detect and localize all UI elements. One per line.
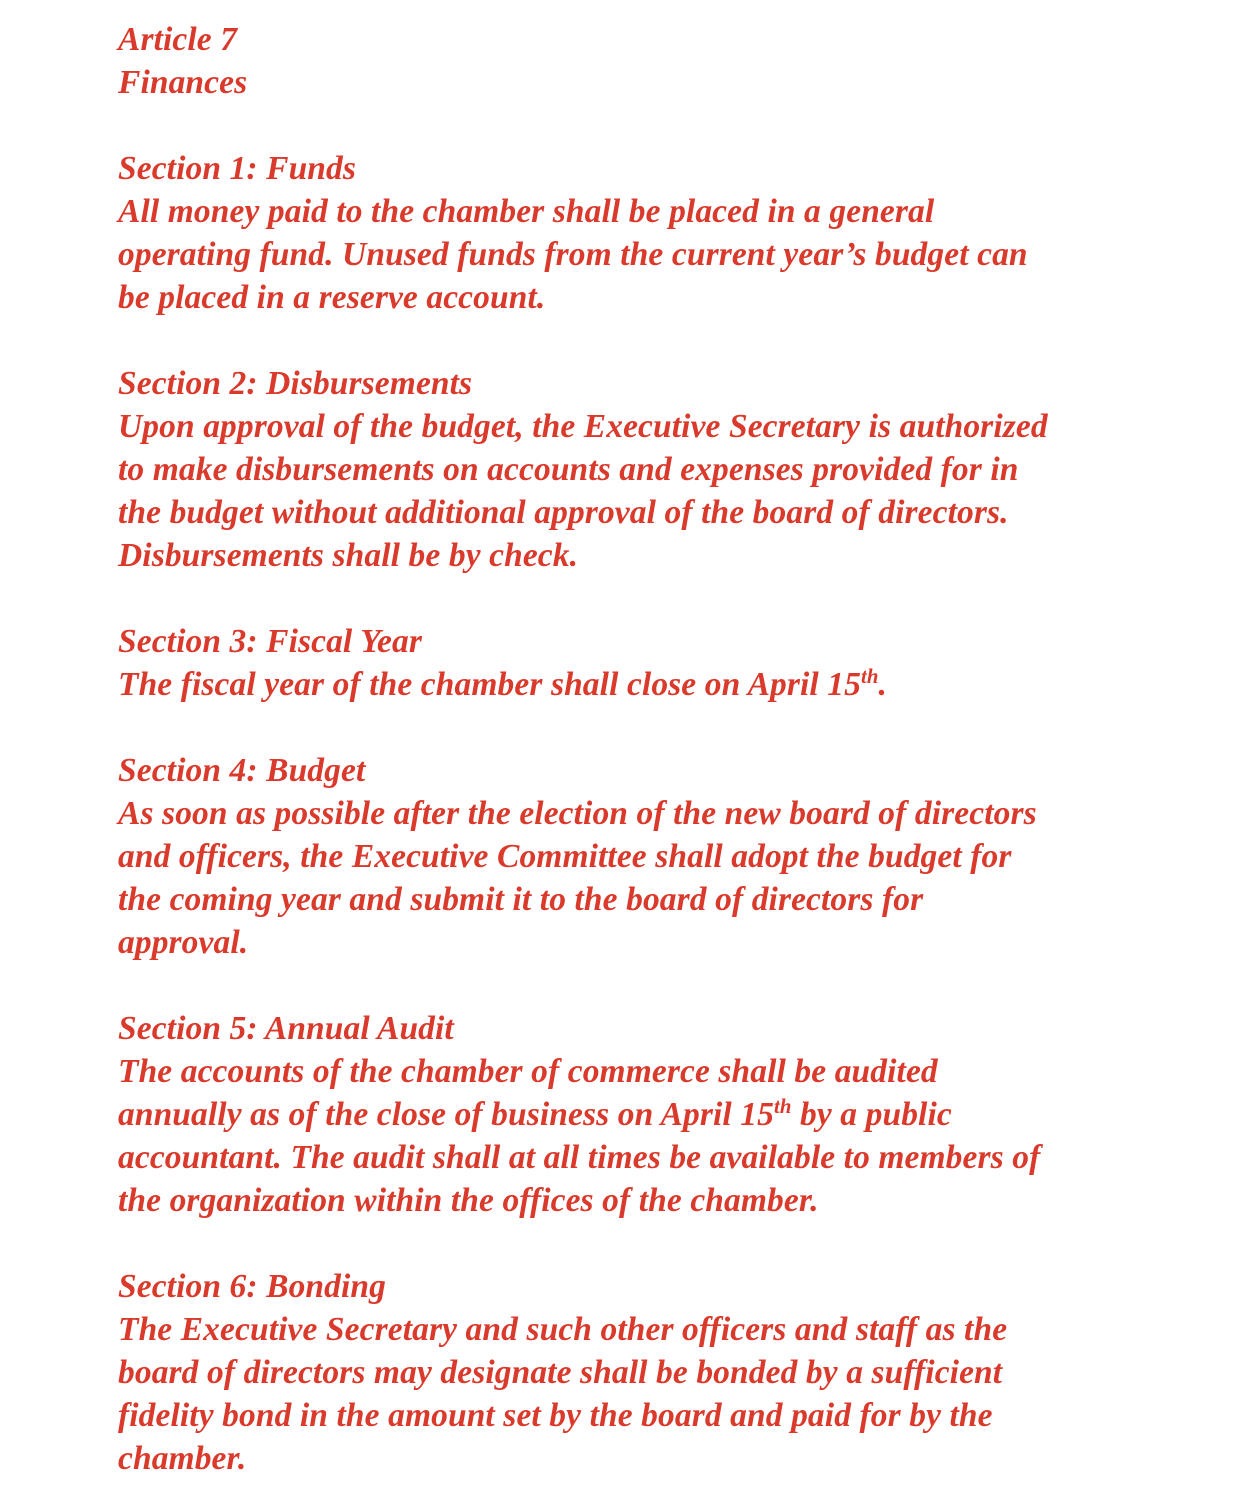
section-2-line-2: to make disbursements on accounts and expenses provided for in xyxy=(118,451,1019,488)
section-1-line-3: be placed in a reserve account. xyxy=(118,279,546,316)
section-5-line-3: accountant. The audit shall at all times be available to members of xyxy=(118,1139,1041,1176)
section-2-heading: Section 2: Disbursements xyxy=(118,365,473,402)
section-budget xyxy=(118,749,1132,964)
article-title: Finances xyxy=(118,64,248,101)
section-annual-audit xyxy=(118,1007,1132,1222)
article-heading-block xyxy=(118,18,1132,104)
section-1-line-2: operating fund. Unused funds from the current year’s budget can xyxy=(118,236,1028,273)
section-6-line-3: fidelity bond in the amount set by the board and paid for by the xyxy=(118,1397,993,1434)
blank-line-3 xyxy=(118,577,1132,620)
section-funds xyxy=(118,147,1132,319)
section-2-line-4: Disbursements shall be by check. xyxy=(118,537,579,574)
section-4-heading: Section 4: Budget xyxy=(118,752,366,789)
section-2-line-1: Upon approval of the budget, the Executive Secretary is authorized xyxy=(118,408,1048,445)
section-fiscal-year xyxy=(118,620,1132,706)
section-3-heading: Section 3: Fiscal Year xyxy=(118,623,423,660)
section-3-ordinal-suffix: th xyxy=(861,664,879,688)
section-5-ordinal-suffix: th xyxy=(773,1094,792,1118)
section-5-line-2 xyxy=(118,1093,1132,1136)
blank-line-1 xyxy=(118,104,1132,147)
blank-line-6 xyxy=(118,1222,1132,1265)
section-3-text-after: . xyxy=(878,666,888,703)
section-6-line-4: chamber. xyxy=(118,1440,247,1477)
section-6-line-2: board of directors may designate shall be bonded by a sufficient xyxy=(118,1354,1003,1391)
section-6-heading: Section 6: Bonding xyxy=(118,1268,386,1305)
section-4-line-3: the coming year and submit it to the board of directors for xyxy=(118,881,924,918)
section-3-line-1 xyxy=(118,663,1132,706)
section-5-line-1: The accounts of the chamber of commerce shall be audited xyxy=(118,1053,938,1090)
section-1-heading: Section 1: Funds xyxy=(118,150,357,187)
section-5-text-before: annually as of the close of business on April 15 xyxy=(118,1096,774,1133)
section-bonding xyxy=(118,1265,1132,1480)
section-3-text-before: The fiscal year of the chamber shall close on April 15 xyxy=(118,666,861,703)
section-disbursements xyxy=(118,362,1132,577)
section-4-line-4: approval. xyxy=(118,924,249,961)
blank-line-5 xyxy=(118,964,1132,1007)
blank-line-2 xyxy=(118,319,1132,362)
section-2-line-3: the budget without additional approval of the board of directors. xyxy=(118,494,1009,531)
section-1-line-1: All money paid to the chamber shall be placed in a general xyxy=(118,193,935,230)
article-number: Article 7 xyxy=(118,21,238,58)
section-4-line-2: and officers, the Executive Committee shall adopt the budget for xyxy=(118,838,1012,875)
section-5-text-after: by a public xyxy=(791,1096,952,1133)
section-4-line-1: As soon as possible after the election of the new board of directors xyxy=(118,795,1037,832)
section-5-line-4: the organization within the offices of the chamber. xyxy=(118,1182,819,1219)
section-6-line-1: The Executive Secretary and such other officers and staff as the xyxy=(118,1311,1008,1348)
section-5-heading: Section 5: Annual Audit xyxy=(118,1010,454,1047)
blank-line-4 xyxy=(118,706,1132,749)
